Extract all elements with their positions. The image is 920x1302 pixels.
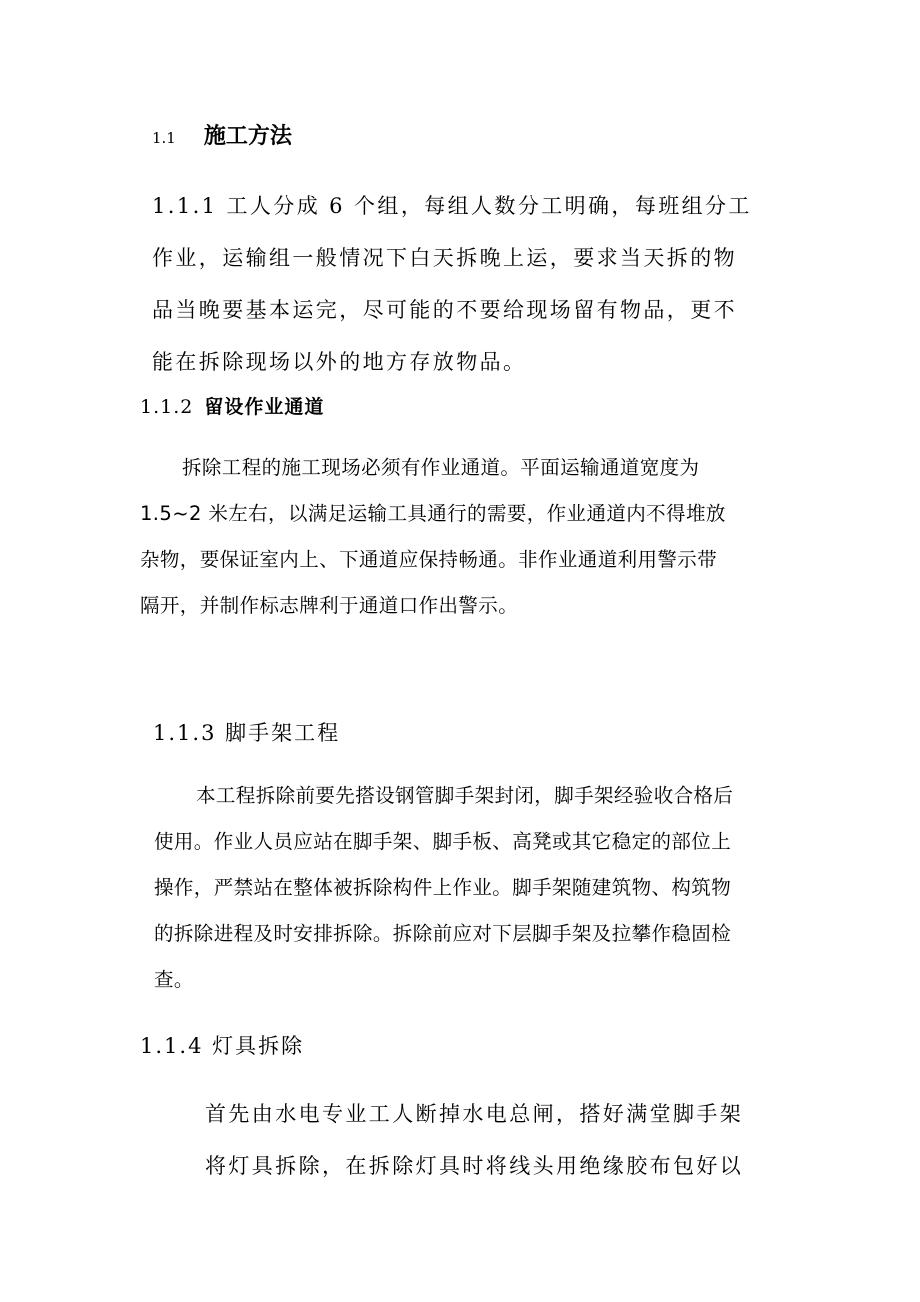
section-heading-1-1-3: 1.1.3 脚手架工程 xyxy=(153,721,341,745)
paragraph-line: 1.1.1 工人分成 6 个组，每组人数分工明确，每班组分工 xyxy=(152,194,752,218)
paragraph-line: 隔开，并制作标志牌利于通道口作出警示。 xyxy=(140,594,519,617)
paragraph-1-1-4 xyxy=(205,1088,743,1192)
section-number: 1.1.2 xyxy=(140,396,194,418)
paragraph-line: 1.5~2 米左右，以满足运输工具通行的需要，作业通道内不得堆放 xyxy=(140,502,726,525)
section-title: 施工方法 xyxy=(203,124,292,149)
paragraph-line: 本工程拆除前要先搭设钢管脚手架封闭，脚手架经验收合格后 xyxy=(196,784,734,807)
paragraph-line: 拆除工程的施工现场必须有作业通道。平面运输通道宽度为 xyxy=(182,456,700,479)
paragraph-1-1-2 xyxy=(140,445,726,629)
paragraph-1-1-3 xyxy=(154,773,733,1003)
paragraph-line: 使用。作业人员应站在脚手架、脚手板、高凳或其它稳定的部位上 xyxy=(154,830,732,853)
section-heading-1-1-2 xyxy=(140,392,324,422)
section-title: 留设作业通道 xyxy=(204,396,325,418)
section-number: 1.1 xyxy=(152,129,176,147)
paragraph-1-1-1 xyxy=(152,180,752,388)
paragraph-line: 将灯具拆除，在拆除灯具时将线头用绝缘胶布包好以 xyxy=(205,1154,744,1178)
paragraph-line: 查。 xyxy=(154,968,194,991)
section-heading-1-1-4: 1.1.4 灯具拆除 xyxy=(140,1034,305,1058)
paragraph-line: 品当晚要基本运完，尽可能的不要给现场留有物品，更不 xyxy=(152,298,737,322)
paragraph-line: 能在拆除现场以外的地方存放物品。 xyxy=(152,350,527,374)
section-heading-1-1 xyxy=(152,122,292,153)
paragraph-line: 杂物，要保证室内上、下通道应保持畅通。非作业通道利用警示带 xyxy=(140,548,718,571)
paragraph-line: 作业，运输组一般情况下白天拆晚上运，要求当天拆的物 xyxy=(152,246,737,270)
paragraph-line: 的拆除进程及时安排拆除。拆除前应对下层脚手架及拉攀作稳固检 xyxy=(154,922,732,945)
paragraph-line: 操作，严禁站在整体被拆除构件上作业。脚手架随建筑物、构筑物 xyxy=(154,876,732,899)
paragraph-line: 首先由水电专业工人断掉水电总闸，搭好满堂脚手架 xyxy=(205,1102,744,1126)
